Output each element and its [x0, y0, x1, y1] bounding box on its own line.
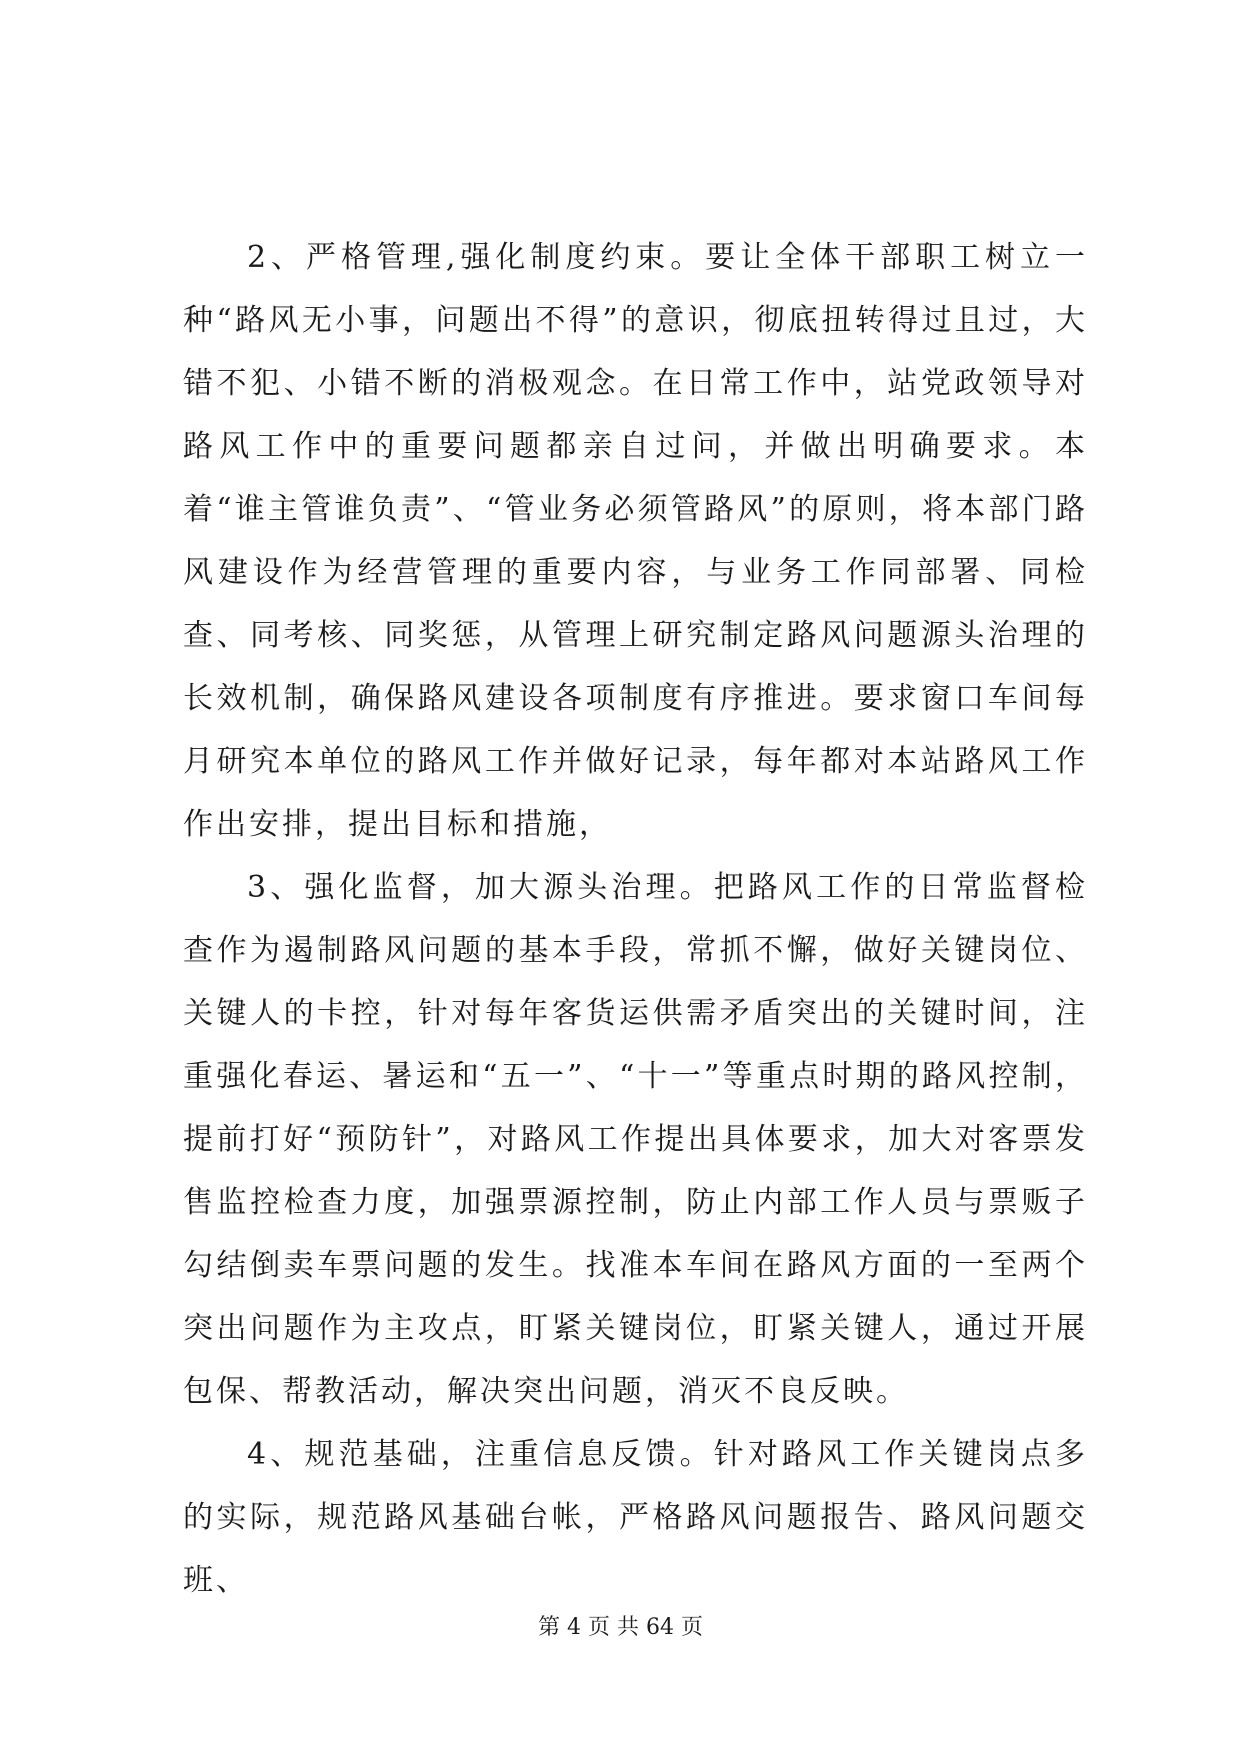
document-body: [183, 226, 1088, 1612]
paragraph-standardize-foundation: 4、规范基础，注重信息反馈。针对路风工作关键岗点多的实际，规范路风基础台帐，严格路风问题报告、路风问题交班、: [183, 1437, 1088, 1598]
page-footer: 第 4 页 共 64 页: [538, 1615, 703, 1640]
paragraph-strengthen-supervision: 3、强化监督，加大源头治理。把路风工作的日常监督检查作为遏制路风问题的基本手段，常抓不懈，做好关键岗位、关键人的卡控，针对每年客货运供需矛盾突出的关键时间，注重强化春运、暑运和“五一”、“十一”等重点时期的路风控制，提前打好“预防针”，对路风工作提出具体要求，加大对客票发售监控检查力度，加强票源控制，防止内部工作人员与票贩子勾结倒卖车票问题的发生。找准本车间在路风方面的一至两个突出问题作为主攻点，盯紧关键岗位，盯紧关键人，通过开展包保、帮教活动，解决突出问题，消灭不良反映。: [183, 870, 1088, 1409]
paragraph-strict-management: 2、严格管理,强化制度约束。要让全体干部职工树立一种“路风无小事，问题出不得”的意识，彻底扭转得过且过，大错不犯、小错不断的消极观念。在日常工作中，站党政领导对路风工作中的重要问题都亲自过问，并做出明确要求。本着“谁主管谁负责”、“管业务必须管路风”的原则，将本部门路风建设作为经营管理的重要内容，与业务工作同部署、同检查、同考核、同奖惩，从管理上研究制定路风问题源头治理的长效机制，确保路风建设各项制度有序推进。要求窗口车间每月研究本单位的路风工作并做好记录，每年都对本站路风工作作出安排，提出目标和措施，: [183, 240, 1088, 842]
